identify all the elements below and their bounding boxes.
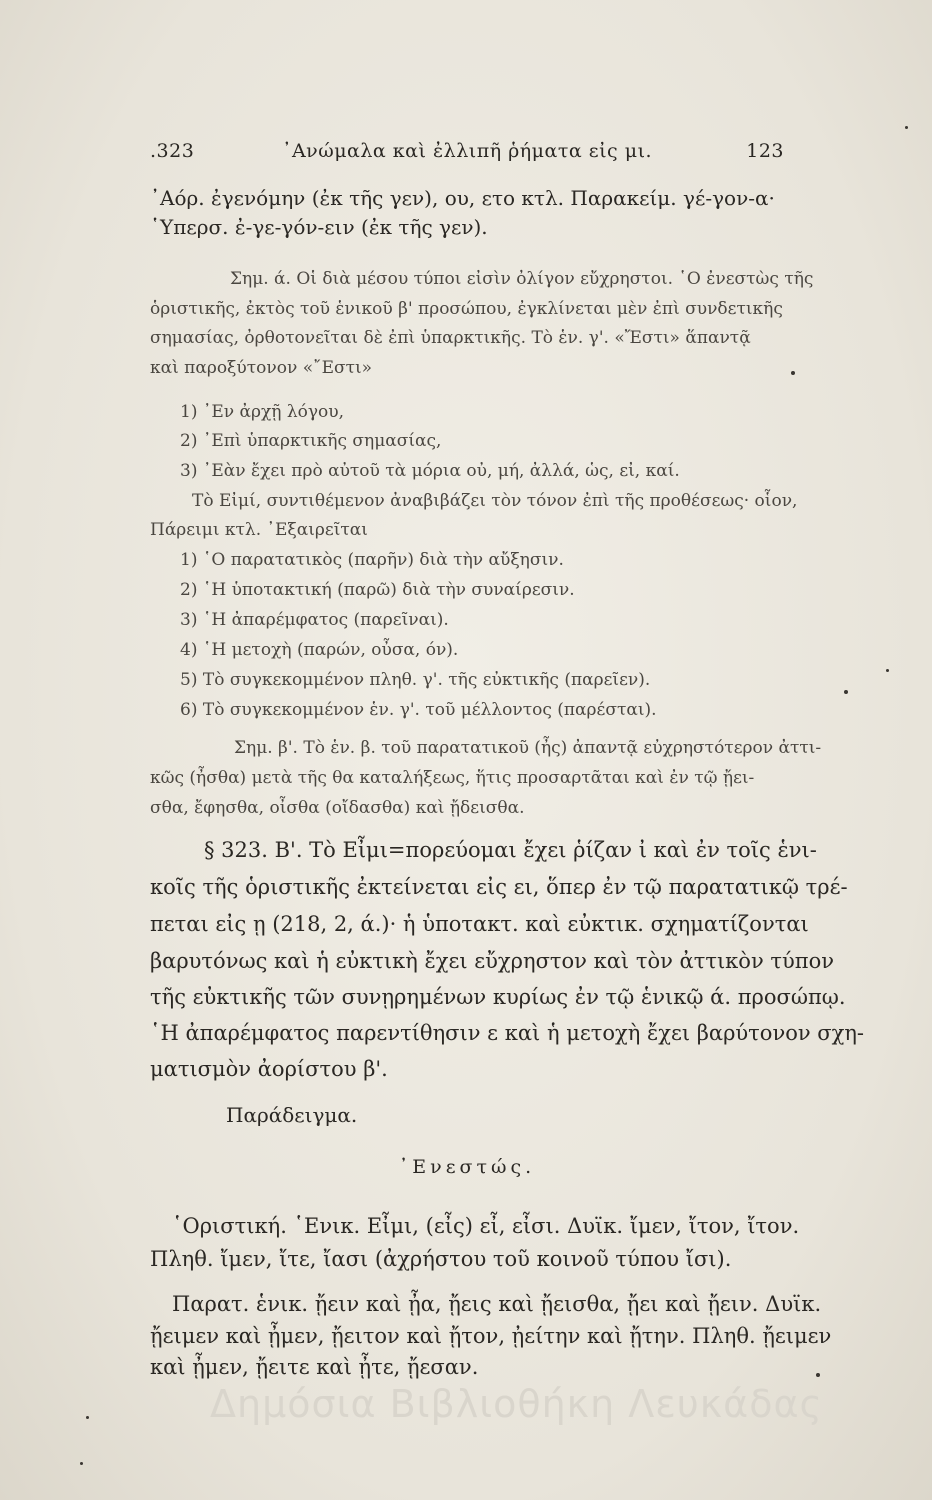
text-line: ὁριστικῆς, ἐκτὸς τοῦ ἑνικοῦ β' προσώπου, ἐγκλίνεται μὲν ἐπὶ συνδετικῆς xyxy=(150,299,783,319)
ink-speck xyxy=(86,1416,89,1419)
text-line: ῾Η ἀπαρέμφατος παρεντίθησιν ε καὶ ἡ μετοχὴ ἔχει βαρύτονον σχη- xyxy=(150,1021,865,1045)
list-item: 2) ᾿Επὶ ὑπαρκτικῆς σημασίας, xyxy=(180,431,442,451)
running-title: ᾿Ανώμαλα καὶ ἐλλιπῆ ῥήματα εἰς μι. xyxy=(281,140,653,162)
text-line: Σημ. β'. Τὸ ἑν. β. τοῦ παρατατικοῦ (ἦς) ἀπαντᾷ εὐχρηστότερον ἀττι- xyxy=(234,738,822,758)
text-line: ματισμὸν ἀορίστου β'. xyxy=(150,1057,388,1081)
text-line: κῶς (ἦσθα) μετὰ τῆς θα καταλήξεως, ἥτις προσαρτᾶται καὶ ἐν τῷ ᾔει- xyxy=(150,768,755,788)
list-item: 1) ᾿Εν ἀρχῇ λόγου, xyxy=(180,402,345,422)
text-line: ῾Οριστική. ῾Ενικ. Εἶμι, (εἶς) εἶ, εἶσι. Δυϊκ. ἴμεν, ἴτον, ἴτον. xyxy=(172,1214,800,1238)
ink-speck xyxy=(816,1373,820,1377)
page-number: 123 xyxy=(746,140,784,162)
text-line: καὶ παροξύτονον «῎Εστι» xyxy=(150,358,373,378)
text-line: ᾿Αόρ. ἐγενόμην (ἐκ τῆς γεν), ου, ετο κτλ. Παρακείμ. γέ-γον-α· xyxy=(150,186,775,210)
text-line: Πληθ. ἴμεν, ἴτε, ἴασι (ἀχρήστου τοῦ κοινοῦ τύπου ἴσι). xyxy=(150,1247,732,1271)
list-item: 3) ῾Η ἀπαρέμφατος (παρεῖναι). xyxy=(180,610,449,630)
text-line: σημασίας, ὀρθοτονεῖται δὲ ἐπὶ ὑπαρκτικῆς. Τὸ ἑν. γ'. «Ἔστι» ἅπαντᾷ xyxy=(150,328,751,348)
text-line: Σημ. ά. Οἱ διὰ μέσου τύποι εἰσὶν ὀλίγον εὔχρηστοι. ῾Ο ἐνεστὼς τῆς xyxy=(230,269,814,289)
list-item: 4) ῾Η μετοχὴ (παρών, οὖσα, όν). xyxy=(180,640,459,660)
text-line: βαρυτόνως καὶ ἡ εὐκτικὴ ἔχει εὔχρηστον καὶ τὸν ἀττικὸν τύπον xyxy=(150,949,834,973)
text-line: κοῖς τῆς ὁριστικῆς ἐκτείνεται εἰς ει, ὅπερ ἐν τῷ παρατατικῷ τρέ- xyxy=(150,875,848,899)
text-line: καὶ ᾖμεν, ᾔειτε καὶ ᾖτε, ᾔεσαν. xyxy=(150,1355,479,1379)
text-line: Πάρειμι κτλ. ᾿Εξαιρεῖται xyxy=(150,520,368,540)
section-number: .323 xyxy=(150,140,195,162)
tense-heading: ᾿Ενεστώς. xyxy=(398,1156,536,1178)
text-line: Παρατ. ἑνικ. ᾔειν καὶ ᾖα, ᾔεις καὶ ᾔεισθα, ᾔει καὶ ᾔειν. Δυϊκ. xyxy=(172,1292,822,1316)
library-watermark: Δημόσια Βιβλιοθήκη Λευκάδας xyxy=(210,1382,823,1426)
text-line: Τὸ Εἰμί, συντιθέμενον ἀναβιβάζει τὸν τόνον ἐπὶ τῆς προθέσεως· οἷον, xyxy=(192,491,798,511)
ink-speck xyxy=(791,371,795,375)
ink-speck xyxy=(905,126,908,129)
text-line: τῆς εὐκτικῆς τῶν συνῃρημένων κυρίως ἐν τῷ ἑνικῷ ά. προσώπῳ. xyxy=(150,985,846,1009)
text-line: πεται εἰς ῃ (218, 2, ά.)· ἡ ὑποτακτ. καὶ εὐκτικ. σχηματίζονται xyxy=(150,912,809,936)
list-item: 5) Τὸ συγκεκομμένον πληθ. γ'. τῆς εὐκτικῆς (παρεῖεν). xyxy=(180,670,651,690)
list-item: 3) ᾿Εὰν ἔχει πρὸ αὐτοῦ τὰ μόρια οὐ, μή, ἀλλά, ὡς, εἰ, καί. xyxy=(180,461,680,481)
ink-speck xyxy=(80,1462,83,1465)
text-line: ᾔειμεν καὶ ᾖμεν, ᾔειτον καὶ ᾔτον, ᾐείτην καὶ ᾔτην. Πληθ. ᾔειμεν xyxy=(150,1324,832,1348)
ink-speck xyxy=(886,669,889,672)
section-paragraph: § 323. Β'. Τὸ Εἶμι=πορεύομαι ἔχει ῥίζαν ἰ καὶ ἐν τοῖς ἑνι- xyxy=(204,838,817,862)
example-heading: Παράδειγμα. xyxy=(226,1103,358,1127)
list-item: 6) Τὸ συγκεκομμένον ἑν. γ'. τοῦ μέλλοντος (παρέσται). xyxy=(180,700,657,720)
ink-speck xyxy=(844,690,848,694)
text-line: σθα, ἔφησθα, οἶσθα (οἴδασθα) καὶ ᾔδεισθα. xyxy=(150,798,525,818)
list-item: 1) ῾Ο παρατατικὸς (παρῆν) διὰ τὴν αὔξησιν. xyxy=(180,550,564,570)
text-line: ῾Υπερσ. ἐ-γε-γόν-ειν (ἐκ τῆς γεν). xyxy=(150,215,488,239)
list-item: 2) ῾Η ὑποτακτική (παρῶ) διὰ τὴν συναίρεσιν. xyxy=(180,580,575,600)
running-header xyxy=(150,140,784,174)
